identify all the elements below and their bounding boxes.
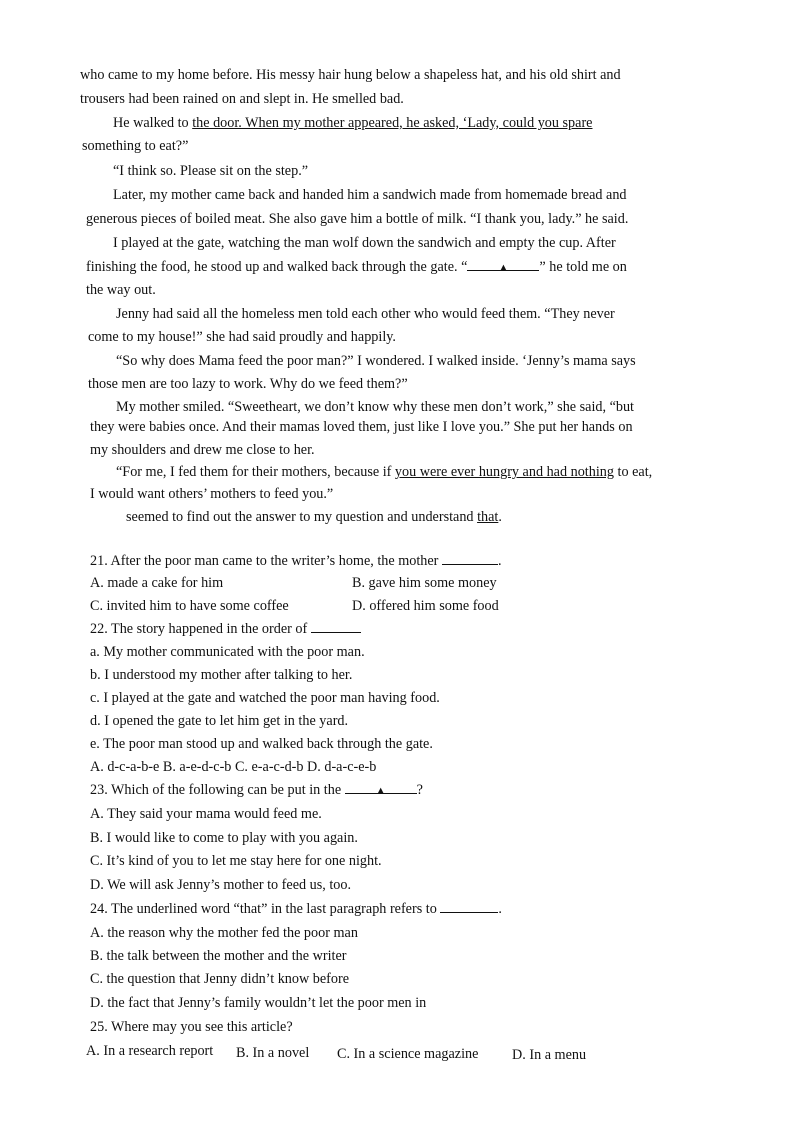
option-23b: B. I would like to come to play with you again.	[90, 830, 358, 846]
question-23	[90, 781, 423, 799]
option-21b: B. gave him some money	[352, 575, 497, 591]
option-24b: B. the talk between the mother and the writer	[90, 948, 347, 964]
question-24	[90, 900, 502, 918]
passage-text: ” he told me on	[539, 259, 627, 275]
question-text: 23. Which of the following can be put in the	[90, 782, 342, 798]
option-23a: A. They said your mama would feed me.	[90, 806, 322, 822]
passage-line: something to eat?”	[82, 138, 189, 154]
question-mark: ?	[416, 782, 423, 798]
option-25d: D. In a menu	[512, 1047, 587, 1063]
option-24c: C. the question that Jenny didn’t know before	[90, 971, 350, 987]
period-mark: .	[497, 553, 502, 569]
event-a: a. My mother communicated with the poor man.	[90, 644, 365, 660]
option-23c: C. It’s kind of you to let me stay here for one night.	[90, 853, 382, 869]
passage-line: come to my house!” she had said proudly and happily.	[88, 329, 396, 345]
passage-line	[116, 463, 652, 481]
passage-line: who came to my home before. His messy hair hung below a shapeless hat, and his old shirt and	[80, 67, 621, 83]
underlined-that: that	[477, 509, 499, 525]
option-24a: A. the reason why the mother fed the poor man	[90, 925, 358, 941]
question-22	[90, 620, 361, 638]
question-21	[90, 552, 502, 570]
passage-line	[126, 508, 502, 526]
passage-line: I played at the gate, watching the man wolf down the sandwich and empty the cup. After	[113, 235, 616, 251]
answer-blank	[440, 900, 498, 913]
event-b: b. I understood my mother after talking to her.	[90, 667, 353, 683]
option-25a: A. In a research report	[86, 1043, 214, 1059]
underlined-text: you were ever hungry and had nothing	[394, 464, 614, 480]
passage-line: Later, my mother came back and handed him a sandwich made from homemade bread and	[113, 187, 627, 203]
passage-text: seemed to find out the answer to my question and understand	[126, 509, 478, 525]
passage-line: those men are too lazy to work. Why do we feed them?”	[88, 376, 408, 392]
passage-text: finishing the food, he stood up and walked back through the gate. “	[86, 259, 468, 275]
passage-line: my shoulders and drew me close to her.	[90, 442, 315, 458]
question-text: 21. After the poor man came to the writer’s home, the mother	[90, 553, 439, 569]
option-24d: D. the fact that Jenny’s family wouldn’t let the poor men in	[90, 995, 427, 1011]
passage-line: Jenny had said all the homeless men told each other who would feed them. “They never	[116, 306, 615, 322]
option-23d: D. We will ask Jenny’s mother to feed us, too.	[90, 877, 352, 893]
passage-line: the way out.	[86, 282, 156, 298]
question-text: 24. The underlined word “that” in the last paragraph refers to	[90, 901, 437, 917]
period-mark: .	[498, 901, 502, 917]
passage-line	[113, 114, 592, 132]
answer-blank	[345, 781, 417, 797]
triangle-icon: ▲	[497, 262, 509, 274]
passage-line: “So why does Mama feed the poor man?” I wondered. I walked inside. ‘Jenny’s mama says	[116, 353, 636, 369]
event-c: c. I played at the gate and watched the poor man having food.	[90, 690, 440, 706]
option-21c: C. invited him to have some coffee	[90, 598, 289, 614]
passage-text: “For me, I fed them for their mothers, because if	[116, 464, 395, 480]
event-e: e. The poor man stood up and walked back through the gate.	[90, 736, 433, 752]
passage-line: “I think so. Please sit on the step.”	[113, 163, 309, 179]
passage-text: to eat,	[613, 464, 653, 480]
passage-line: generous pieces of boiled meat. She also gave him a bottle of milk. “I thank you, lady.” he said.	[86, 211, 629, 227]
passage-line: I would want others’ mothers to feed you.”	[90, 486, 334, 502]
answer-blank	[311, 620, 361, 633]
triangle-icon: ▲	[375, 785, 387, 797]
option-21a: A. made a cake for him	[90, 575, 224, 591]
event-d: d. I opened the gate to let him get in the yard.	[90, 713, 349, 729]
answer-blank	[442, 552, 498, 565]
passage-text: .	[498, 509, 502, 525]
passage-line: My mother smiled. “Sweetheart, we don’t know why these men don’t work,” she said, “but	[116, 399, 635, 415]
passage-line	[86, 258, 627, 276]
passage-line: they were babies once. And their mamas loved them, just like I love you.” She put her hands on	[90, 419, 633, 435]
option-21d: D. offered him some food	[352, 598, 499, 614]
options-22: A. d-c-a-b-e B. a-e-d-c-b C. e-a-c-d-b D. d-a-c-e-b	[90, 759, 377, 775]
underlined-text: the door. When my mother appeared, he asked, ‘Lady, could you spare	[192, 115, 593, 131]
passage-text: He walked to	[113, 115, 193, 131]
answer-blank	[467, 258, 539, 274]
option-25b: B. In a novel	[236, 1045, 310, 1061]
option-25c: C. In a science magazine	[337, 1046, 479, 1062]
question-text: 22. The story happened in the order of	[90, 621, 308, 637]
passage-line: trousers had been rained on and slept in. He smelled bad.	[80, 91, 404, 107]
question-25: 25. Where may you see this article?	[90, 1019, 293, 1035]
